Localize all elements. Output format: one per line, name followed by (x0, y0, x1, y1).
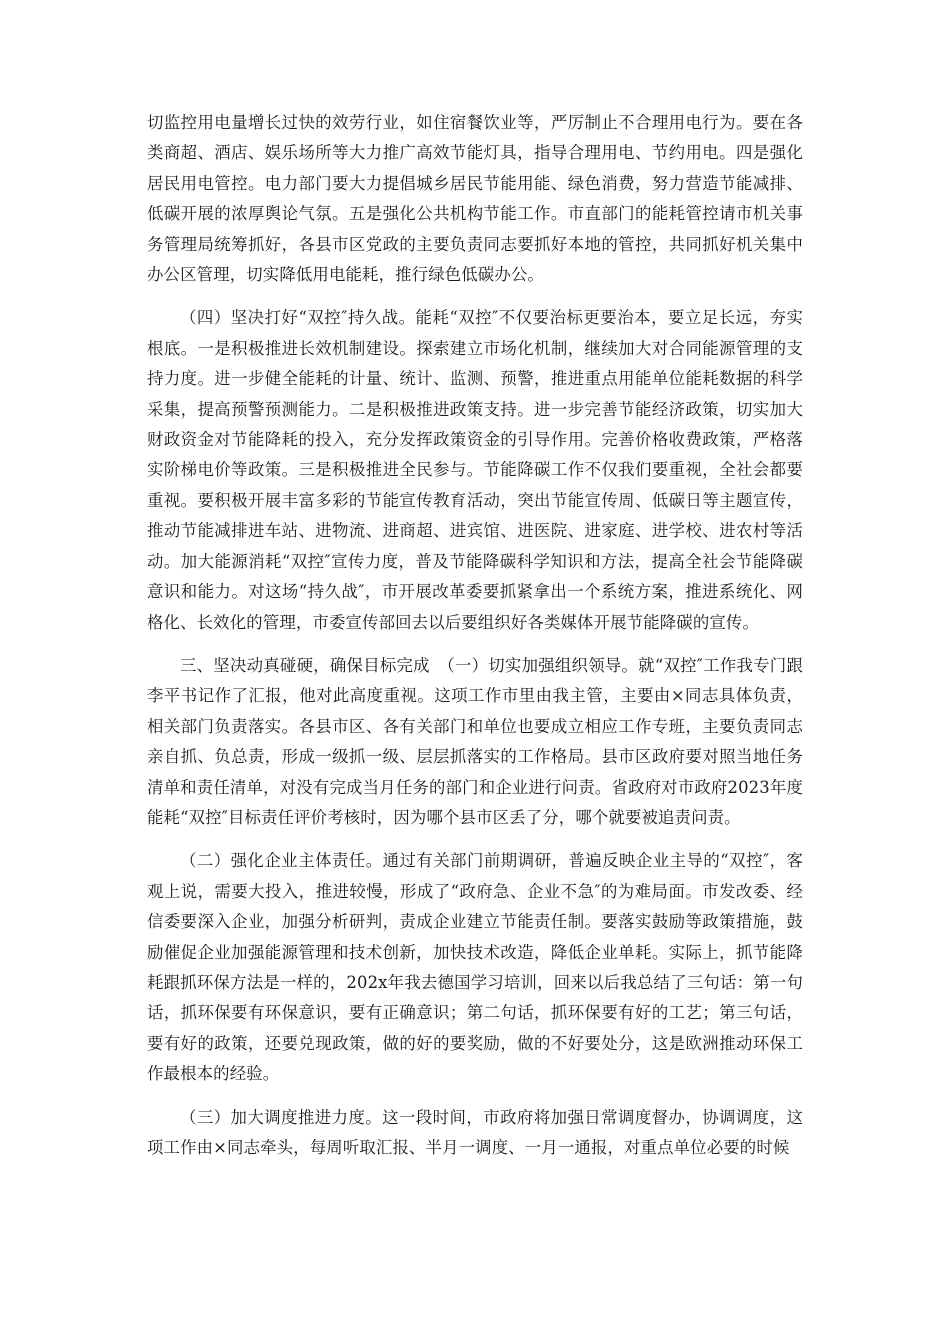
paragraph-energy-control-sectors: 切监控用电量增长过快的效劳行业，如住宿餐饮业等，严厉制止不合理用电行为。要在各类商超、酒店、娱乐场所等大力推广高效节能灯具，指导合理用电、节约用电。四是强化居民用电管控。电力部门要大力提倡城乡居民节能用能、绿色消费，努力营造节能减排、低碳开展的浓厚舆论气氛。五是强化公共机构节能工作。市直部门的能耗管控请市机关事务管理局统筹抓好，各县市区党政的主要负责同志要抓好本地的管控，共同抓好机关集中办公区管理，切实降低用电能耗，推行绿色低碳办公。 (147, 113, 803, 285)
paragraph-part-3-leadership: 三、坚决动真碰硬，确保目标完成 （一）切实加强组织领导。就“双控″工作我专门跟李平书记作了汇报，他对此高度重视。这项工作市里由我主管，主要由×同志具体负责，相关部门负责落实。各县市区、各有关部门和单位也要成立相应工作专班，主要负责同志亲自抓、负总责，形成一级抓一级、层层抓落实的工作格局。县市区政府要对照当地任务清单和责任清单，对没有完成当月任务的部门和企业进行问责。省政府对市政府2023年度能耗“双控″目标责任评价考核时，因为哪个县市区丢了分，哪个就要被追责问责。 (147, 655, 803, 827)
paragraph-section-4-long-term: （四）坚决打好“双控″持久战。能耗“双控″不仅要治标更要治本，要立足长远，夯实根底。一是积极推进长效机制建设。探索建立市场化机制，继续加大对合同能源管理的支持力度。进一步健全能耗的计量、统计、监测、预警，推进重点用能单位能耗数据的科学采集，提高预警预测能力。二是积极推进政策支持。进一步完善节能经济政策，切实加大财政资金对节能降耗的投入，充分发挥政策资金的引导作用。完善价格收费政策，严格落实阶梯电价等政策。三是积极推进全民参与。节能降碳工作不仅我们要重视，全社会都要重视。要积极开展丰富多彩的节能宣传教育活动，突出节能宣传周、低碳日等主题宣传，推动节能减排进车站、进物流、进商超、进宾馆、进医院、进家庭、进学校、进农村等活动。加大能源消耗“双控″宣传力度，普及节能降碳科学知识和方法，提高全社会节能降碳意识和能力。对这场“持久战″，市开展改革委要抓紧拿出一个系统方案，推进系统化、网格化、长效化的管理，市委宣传部回去以后要组织好各类媒体开展节能降碳的宣传。 (147, 308, 803, 632)
document-body (147, 108, 803, 1163)
paragraph-section-2-enterprise: （二）强化企业主体责任。通过有关部门前期调研，普遍反映企业主导的“双控″，客观上说，需要大投入，推进较慢，形成了“政府急、企业不急″的为难局面。市发改委、经信委要深入企业，加强分析研判，责成企业建立节能责任制。要落实鼓励等政策措施，鼓励催促企业加强能源管理和技术创新，加快技术改造，降低企业单耗。实际上，抓节能降耗跟抓环保方法是一样的，202x年我去德国学习培训，回来以后我总结了三句话：第一句话，抓环保要有环保意识，要有正确意识；第二句话，抓环保要有好的工艺；第三句话，要有好的政策，还要兑现政策，做的好的要奖励，做的不好要处分，这是欧洲推动环保工作最根本的经验。 (147, 851, 803, 1084)
paragraph-section-3-scheduling: （三）加大调度推进力度。这一段时间，市政府将加强日常调度督办，协调调度，这项工作由×同志牵头，每周听取汇报、半月一调度、一月一通报，对重点单位必要的时候 (147, 1107, 803, 1157)
